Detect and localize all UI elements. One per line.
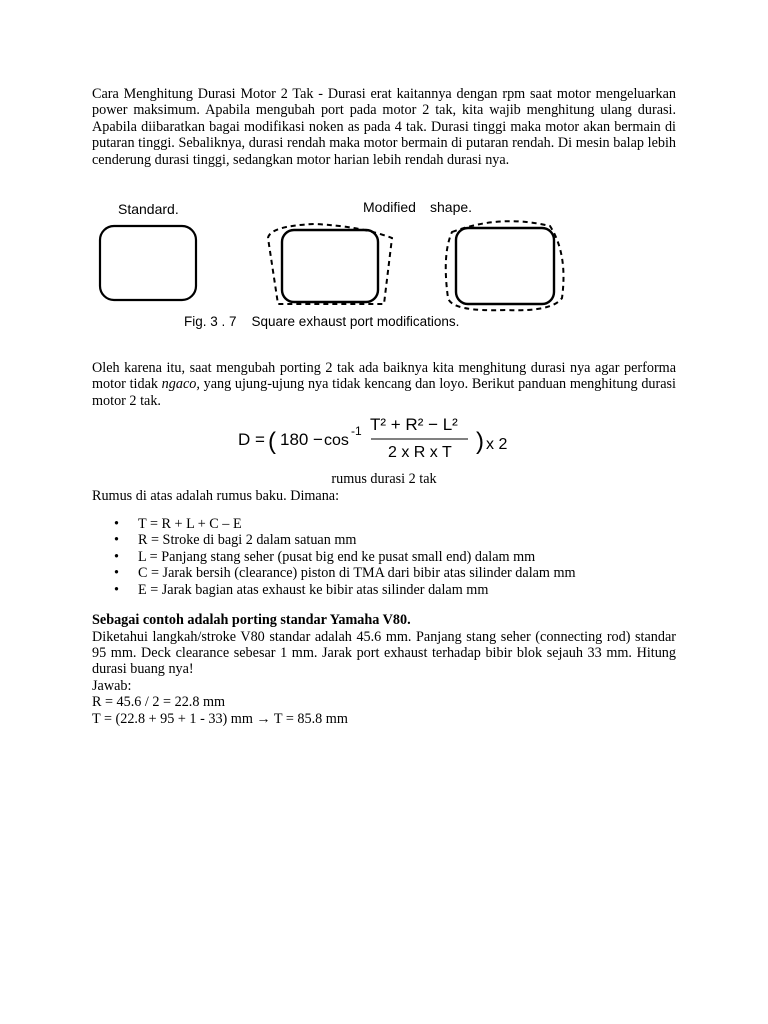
document-page — [92, 86, 676, 727]
exhaust-port-figure — [92, 194, 676, 334]
modified-port-solid-2 — [456, 228, 554, 304]
list-item-text: L = Panjang stang seher (pusat big end ke pusat small end) dalam mm — [138, 548, 536, 565]
intro-paragraph: Cara Menghitung Durasi Motor 2 Tak - Durasi erat kaitannya dengan rpm saat motor mengeluarkan power maksimum. Apabila mengubah port pada motor 2 tak, kita wajib menghitung ulang durasi. Apabila diibaratkan bagai modifikasi noken as pada 4 tak. Durasi tinggi maka motor akan bermain di putaran tinggi. Sebaliknya, durasi rendah maka motor bermain di putaran rendah. Di mesin balap lebih cenderung durasi tinggi, sedangkan motor harian lebih rendah durasi nya. — [92, 86, 676, 168]
figure-label-shape: shape. — [430, 199, 473, 216]
duration-formula — [92, 413, 676, 471]
answer-line-2: R = 45.6 / 2 = 22.8 mm — [92, 694, 226, 711]
paragraph-porting — [92, 360, 676, 409]
answer-line-3: T = (22.8 + 95 + 1 - 33) mm → T = 85.8 mm — [92, 710, 348, 727]
formula-numerator: T² + R² − L² — [370, 415, 458, 435]
paragraph-porting-part2: yang ujung-ujung nya tidak kencang dan loyo. Berikut panduan menghitung durasi motor 2 tak. — [92, 376, 676, 409]
answer-line-1: Jawab: — [92, 677, 132, 694]
formula-open-paren: ( — [268, 428, 276, 456]
definition-list — [92, 516, 676, 598]
list-item — [92, 549, 676, 565]
bullet-icon: • — [114, 516, 119, 533]
list-item — [92, 532, 676, 548]
formula-cos: cos — [324, 432, 349, 450]
list-item — [92, 582, 676, 598]
formula-constant: 180 — [280, 430, 309, 450]
list-item-text: C = Jarak bersih (clearance) piston di TMA dari bibir atas silinder dalam mm — [138, 565, 576, 582]
modified-port-dashed-oval — [446, 221, 564, 310]
figure-label-standard: Standard. — [118, 201, 179, 218]
modified-port-solid-1 — [282, 230, 378, 302]
example-title: Sebagai contoh adalah porting standar Yamaha V80. — [92, 612, 411, 629]
formula-minus: − — [313, 430, 323, 450]
list-item — [92, 565, 676, 581]
bullet-icon: • — [114, 548, 119, 565]
formula-caption: rumus durasi 2 tak — [331, 471, 437, 488]
list-item-text: E = Jarak bagian atas exhaust ke bibir atas silinder dalam mm — [138, 581, 489, 598]
bullet-icon: • — [114, 581, 119, 598]
formula-svg — [92, 413, 676, 471]
list-item — [92, 516, 676, 532]
modified-port-dashed-trapezoid — [268, 224, 392, 304]
paragraph-porting-italic: ngaco, — [161, 376, 200, 393]
formula-close-paren: ) — [476, 428, 484, 456]
figure-caption: Fig. 3 . 7 Square exhaust port modifications. — [184, 314, 460, 330]
example-paragraph: Diketahui langkah/stroke V80 standar adalah 45.6 mm. Panjang stang seher (connecting rod) standar 95 mm. Deck clearance sebesar 1 mm. Jarak port exhaust terhadap bibir blok sejauh 33 mm. Hitung durasi buang nya! — [92, 628, 676, 678]
formula-inverse: -1 — [351, 424, 362, 439]
rumus-intro: Rumus di atas adalah rumus baku. Dimana: — [92, 487, 340, 504]
list-item-text: T = R + L + C – E — [138, 516, 242, 533]
formula-denominator: 2 x R x T — [388, 444, 452, 462]
formula-times-two: x 2 — [486, 436, 508, 454]
paragraph-porting-part1: Oleh karena itu, saat mengubah porting 2 tak ada baiknya kita menghitung durasi nya agar performa motor tidak — [92, 360, 676, 393]
bullet-icon: • — [114, 565, 119, 582]
exhaust-port-diagram — [92, 194, 676, 334]
standard-port-shape — [100, 226, 196, 300]
formula-lhs: D = — [238, 430, 265, 450]
figure-label-modified: Modified — [363, 199, 416, 216]
bullet-icon: • — [114, 532, 119, 549]
list-item-text: R = Stroke di bagi 2 dalam satuan mm — [138, 532, 357, 549]
